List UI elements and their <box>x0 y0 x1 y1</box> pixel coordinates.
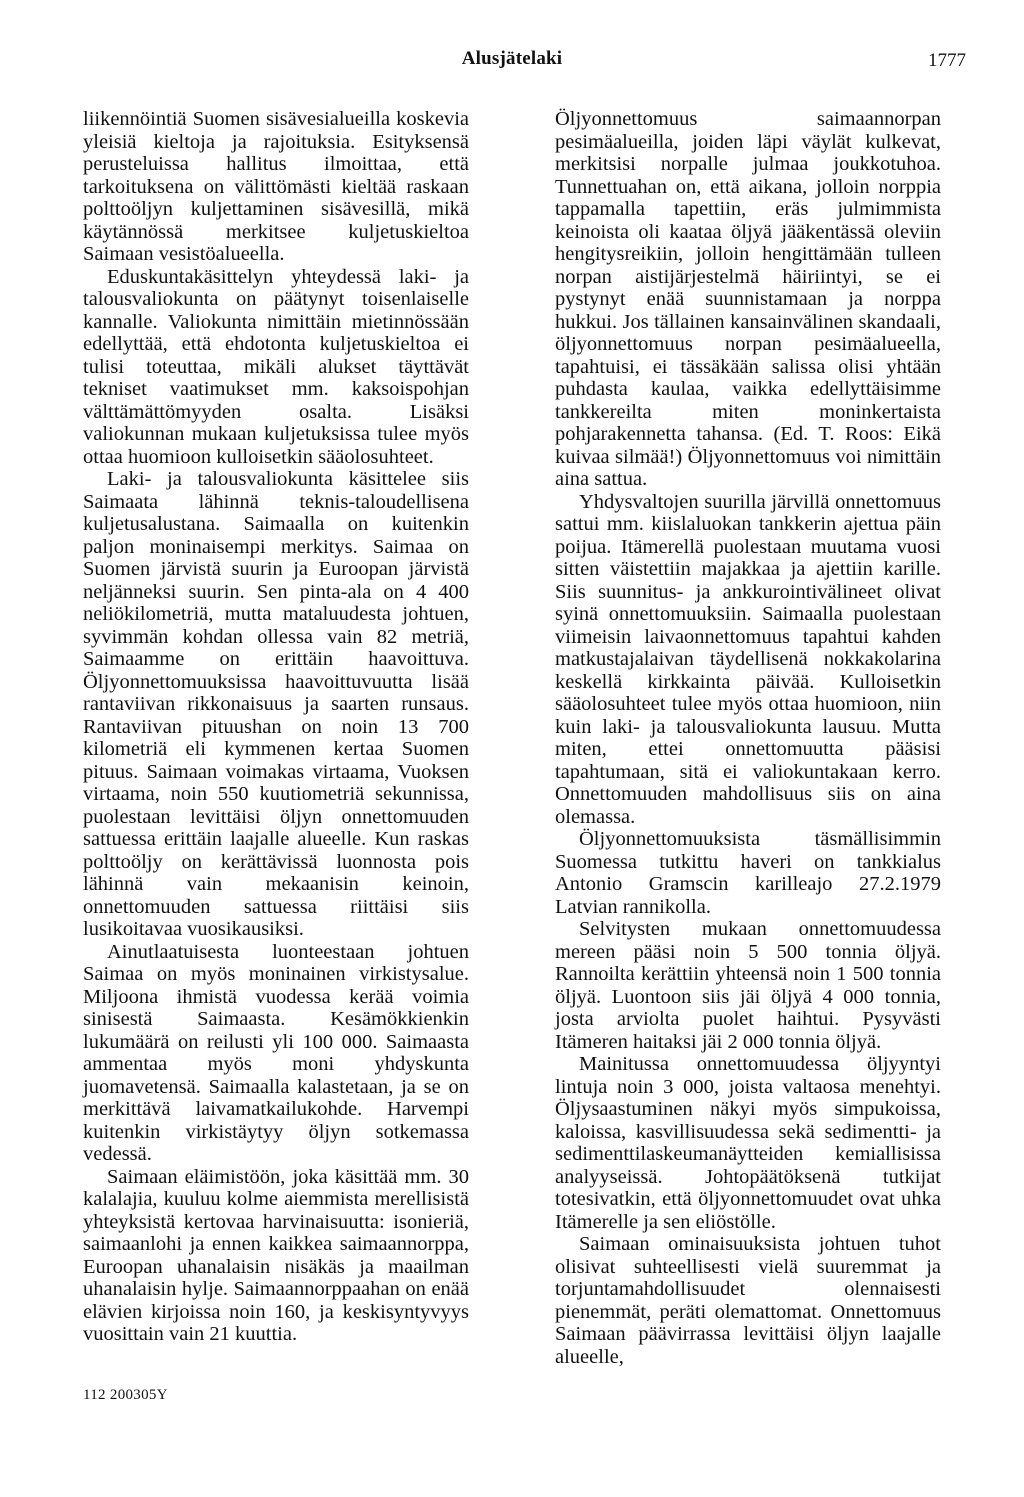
paragraph: Saimaan eläimistöön, joka käsittää mm. 30 kalalajia, kuuluu kolme aiemmista merellisistä yhteyksistä kertovaa harvinaisuutta: isonieriä, saimaanlohi ja ennen kaikkea saimaannorppa, Euroopan uhanalaisin nisäkäs ja maailman uhanalaisin hylje. Saimaannorppaahan on enää elävien kirjoissa noin 160, ja keskisyntyvyys vuosittain vain 21 kuuttia. <box>83 1165 469 1345</box>
paragraph: Eduskuntakäsittelyn yhteydessä laki- ja talousvaliokunta on päätynyt toisenlaiselle kannalle. Valiokunta nimittäin mietinnössään edellyttää, että ehdotonta kuljetuskieltoa ei tulisi toteuttaa, mikäli alukset täyttävät tekniset vaatimukset mm. kaksoispohjan välttämättömyyden osalta. Lisäksi valiokunnan mukaan kuljetuksissa tulee myös ottaa huomioon kulloisetkin sääolosuhteet. <box>83 265 469 468</box>
paragraph: Selvitysten mukaan onnettomuudessa mereen pääsi noin 5 500 tonnia öljyä. Rannoilta kerättiin yhteensä noin 1 500 tonnia öljyä. Luontoon siis jäi öljyä 4 000 tonnia, josta arviolta puolet haihtui. Pysyvästi Itämeren haitaksi jäi 2 000 tonnia öljyä. <box>555 918 941 1053</box>
page-number: 1777 <box>928 50 966 71</box>
paragraph: Laki- ja talousvaliokunta käsittelee siis Saimaata lähinnä teknis-taloudellisena kuljetusalustana. Saimaalla on kuitenkin paljon moninaisempi merkitys. Saimaa on Suomen järvistä suurin ja Euroopan järvistä neljänneksi suurin. Sen pinta-ala on 4 400 neliökilometriä, mutta mataluudesta johtuen, syvimmän kohdan ollessa vain 82 metriä, Saimaamme on erittäin haavoittuva. Öljyonnettomuuksissa haavoittuvuutta lisää rantaviivan rikkonaisuus ja saarten runsaus. Rantaviivan pituushan on noin 13 700 kilometriä eli kymmenen kertaa Suomen pituus. Saimaan voimakas virtaama, Vuoksen virtaama, noin 550 kuutiometriä sekunnissa, puolestaan levittäisi öljyn onnettomuuden sattuessa erittäin laajalle alueelle. Kun raskas polttoöljy on kerättävissä luonnosta pois lähinnä vain mekaanisin keinoin, onnettomuuden sattuessa riittäisi siis lusikoitavaa vuosikausiksi. <box>83 468 469 940</box>
right-column <box>555 108 941 1368</box>
paragraph: Mainitussa onnettomuudessa öljyyntyi lintuja noin 3 000, joista valtaosa menehtyi. Öljysaastuminen näkyi myös simpukoissa, kaloissa, kasvillisuudessa sekä sedimentti- ja sedimenttilaskeumanäytteiden kemiallisissa analyyseissä. Johtopäätöksenä tutkijat totesivatkin, että öljyonnettomuudet ovat uhka Itämerelle ja sen eliöstölle. <box>555 1053 941 1233</box>
print-code: 112 200305Y <box>83 1387 168 1403</box>
paragraph: Öljyonnettomuus saimaannorpan pesimäalueilla, joiden läpi väylät kulkevat, merkitsisi norpalle julmaa joukkotuhoa. Tunnettuahan on, että aikana, jolloin norppia tappamalla tapettiin, eräs julmimmista keinoista oli kaataa öljyä jääkentässä oleviin hengitysreikiin, jolloin hengittämään tulleen norpan aistijärjestelmä häiriintyi, se ei pystynyt enää suunnistamaan ja norppa hukkui. Jos tällainen kansainvälinen skandaali, öljyonnettomuus norpan pesimäalueella, tapahtuisi, ei tässäkään salissa olisi yhtään puhdasta kaulaa, vaikka edellyttäisimme tankkereilta miten moninkertaista pohjarakennetta tahansa. (Ed. T. Roos: Eikä kuivaa silmää!) Öljyonnettomuus voi nimittäin aina sattua. <box>555 108 941 490</box>
paragraph: liikennöintiä Suomen sisävesialueilla koskevia yleisiä kieltoja ja rajoituksia. Esityksensä perusteluissa hallitus ilmoittaa, että tarkoituksena on välittömästi kieltää raskaan polttoöljyn kuljettaminen sisävesillä, mikä käytännössä merkitsee kuljetuskieltoa Saimaan vesistöalueella. <box>83 108 469 265</box>
left-column <box>83 108 469 1346</box>
paragraph: Ainutlaatuisesta luonteestaan johtuen Saimaa on myös moninainen virkistysalue. Miljoona ihmistä vuodessa kerää voimia sinisestä Saimaasta. Kesämökkienkin lukumäärä on reilusti yli 100 000. Saimaasta ammentaa myös moni yhdyskunta juomavetensä. Saimaalla kalastetaan, ja se on merkittävä laivamatkailukohde. Harvempi kuitenkin virkistäytyy öljyn sotkemassa vedessä. <box>83 940 469 1165</box>
paragraph: Öljyonnettomuuksista täsmällisimmin Suomessa tutkittu haveri on tankkialus Antonio Gramscin karilleajo 27.2.1979 Latvian rannikolla. <box>555 828 941 918</box>
paragraph: Saimaan ominaisuuksista johtuen tuhot olisivat suhteellisesti vielä suuremmat ja torjuntamahdollisuudet olennaisesti pienemmät, peräti olemattomat. Onnettomuus Saimaan päävirrassa levittäisi öljyn laajalle alueelle, <box>555 1233 941 1368</box>
paragraph: Yhdysvaltojen suurilla järvillä onnettomuus sattui mm. kiislaluokan tankkerin ajettua päin poijua. Itämerellä puolestaan muutama vuosi sitten väistettiin majakkaa ja ajettiin karille. Siis suunnitus- ja ankkurointivälineet olivat syinä onnettomuuksiin. Saimaalla puolestaan viimeisin laivaonnettomuus tapahtui kahden matkustajalaivan täydellisenä nokkakolarina keskellä kirkkainta päivää. Kulloisetkin sääolosuhteet tulee myös ottaa huomioon, niin kuin laki- ja talousvaliokunta lausuu. Mutta miten, ettei onnettomuutta pääsisi tapahtumaan, sitä ei valiokuntakaan kerro. Onnettomuuden mahdollisuus siis on aina olemassa. <box>555 490 941 828</box>
running-title: Alusjätelaki <box>461 48 563 69</box>
page-header <box>0 48 1024 78</box>
